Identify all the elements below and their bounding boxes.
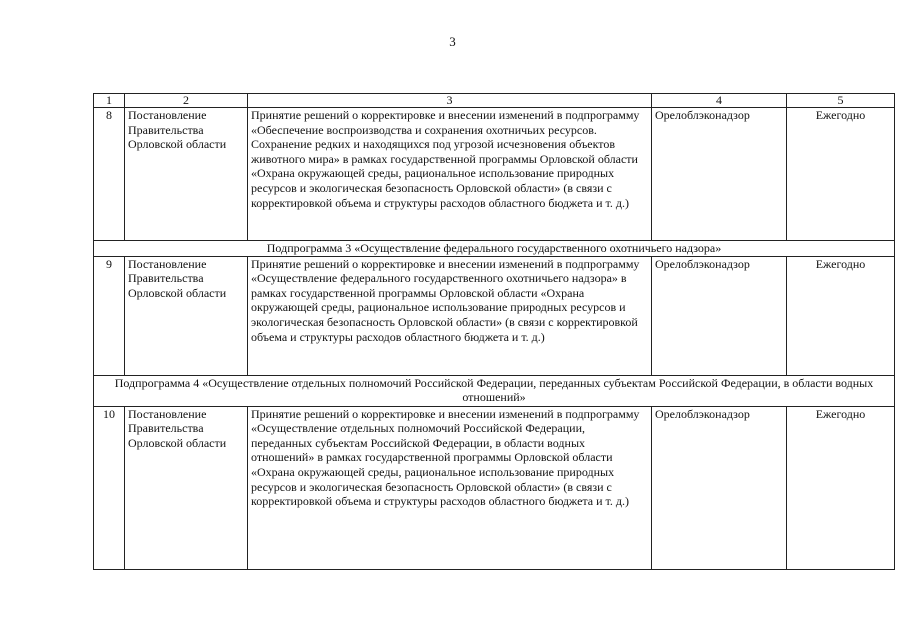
row-document: Постановление Правительства Орловской области	[125, 256, 248, 375]
header-col-2: 2	[125, 94, 248, 108]
table-row	[94, 406, 895, 569]
row-frequency: Ежегодно	[787, 256, 895, 375]
row-frequency: Ежегодно	[787, 108, 895, 241]
header-col-3: 3	[248, 94, 652, 108]
page-number: 3	[449, 34, 456, 49]
header-col-4: 4	[652, 94, 787, 108]
row-description: Принятие решений о корректировке и внесении изменений в подпрограмму «Осуществление отдельных полномочий Российской Федерации, переданных субъектам Российской Федерации, в области водных отношений» в рамках государственной программы Орловской области «Охрана окружающей среды, рациональное использование природных ресурсов и экологическая безопасность Орловской области» (в связи с корректировкой объема и структуры расходов областного бюджета и т. д.)	[248, 406, 652, 569]
table-row	[94, 256, 895, 375]
row-number: 8	[94, 108, 125, 241]
section-title: Подпрограмма 4 «Осуществление отдельных полномочий Российской Федерации, переданных субъектам Российской Федерации, в области водных отношений»	[94, 375, 895, 406]
header-row	[94, 94, 895, 108]
row-description: Принятие решений о корректировке и внесении изменений в подпрограмму «Обеспечение воспроизводства и сохранения охотничьих ресурсов. Сохранение редких и находящихся под угрозой исчезновения объектов животного мира» в рамках государственной программы Орловской области «Охрана окружающей среды, рациональное использование природных ресурсов и экологическая безопасность Орловской области» (в связи с корректировкой объема и структуры расходов областного бюджета и т. д.)	[248, 108, 652, 241]
row-document: Постановление Правительства Орловской области	[125, 406, 248, 569]
header-col-1: 1	[94, 94, 125, 108]
row-description: Принятие решений о корректировке и внесении изменений в подпрограмму «Осуществление федерального государственного охотничьего надзора» в рамках государственной программы Орловской области «Охрана окружающей среды, рациональное использование природных ресурсов и экологическая безопасность Орловской области» (в связи с корректировкой объема и структуры расходов областного бюджета и т. д.)	[248, 256, 652, 375]
row-number: 9	[94, 256, 125, 375]
section-row	[94, 375, 895, 406]
row-executor: Орелоблэконадзор	[652, 256, 787, 375]
row-frequency: Ежегодно	[787, 406, 895, 569]
header-col-5: 5	[787, 94, 895, 108]
row-executor: Орелоблэконадзор	[652, 108, 787, 241]
measures-table	[93, 93, 895, 570]
section-row	[94, 241, 895, 257]
table-row	[94, 108, 895, 241]
row-number: 10	[94, 406, 125, 569]
row-executor: Орелоблэконадзор	[652, 406, 787, 569]
section-title: Подпрограмма 3 «Осуществление федерального государственного охотничьего надзора»	[94, 241, 895, 257]
row-document: Постановление Правительства Орловской области	[125, 108, 248, 241]
